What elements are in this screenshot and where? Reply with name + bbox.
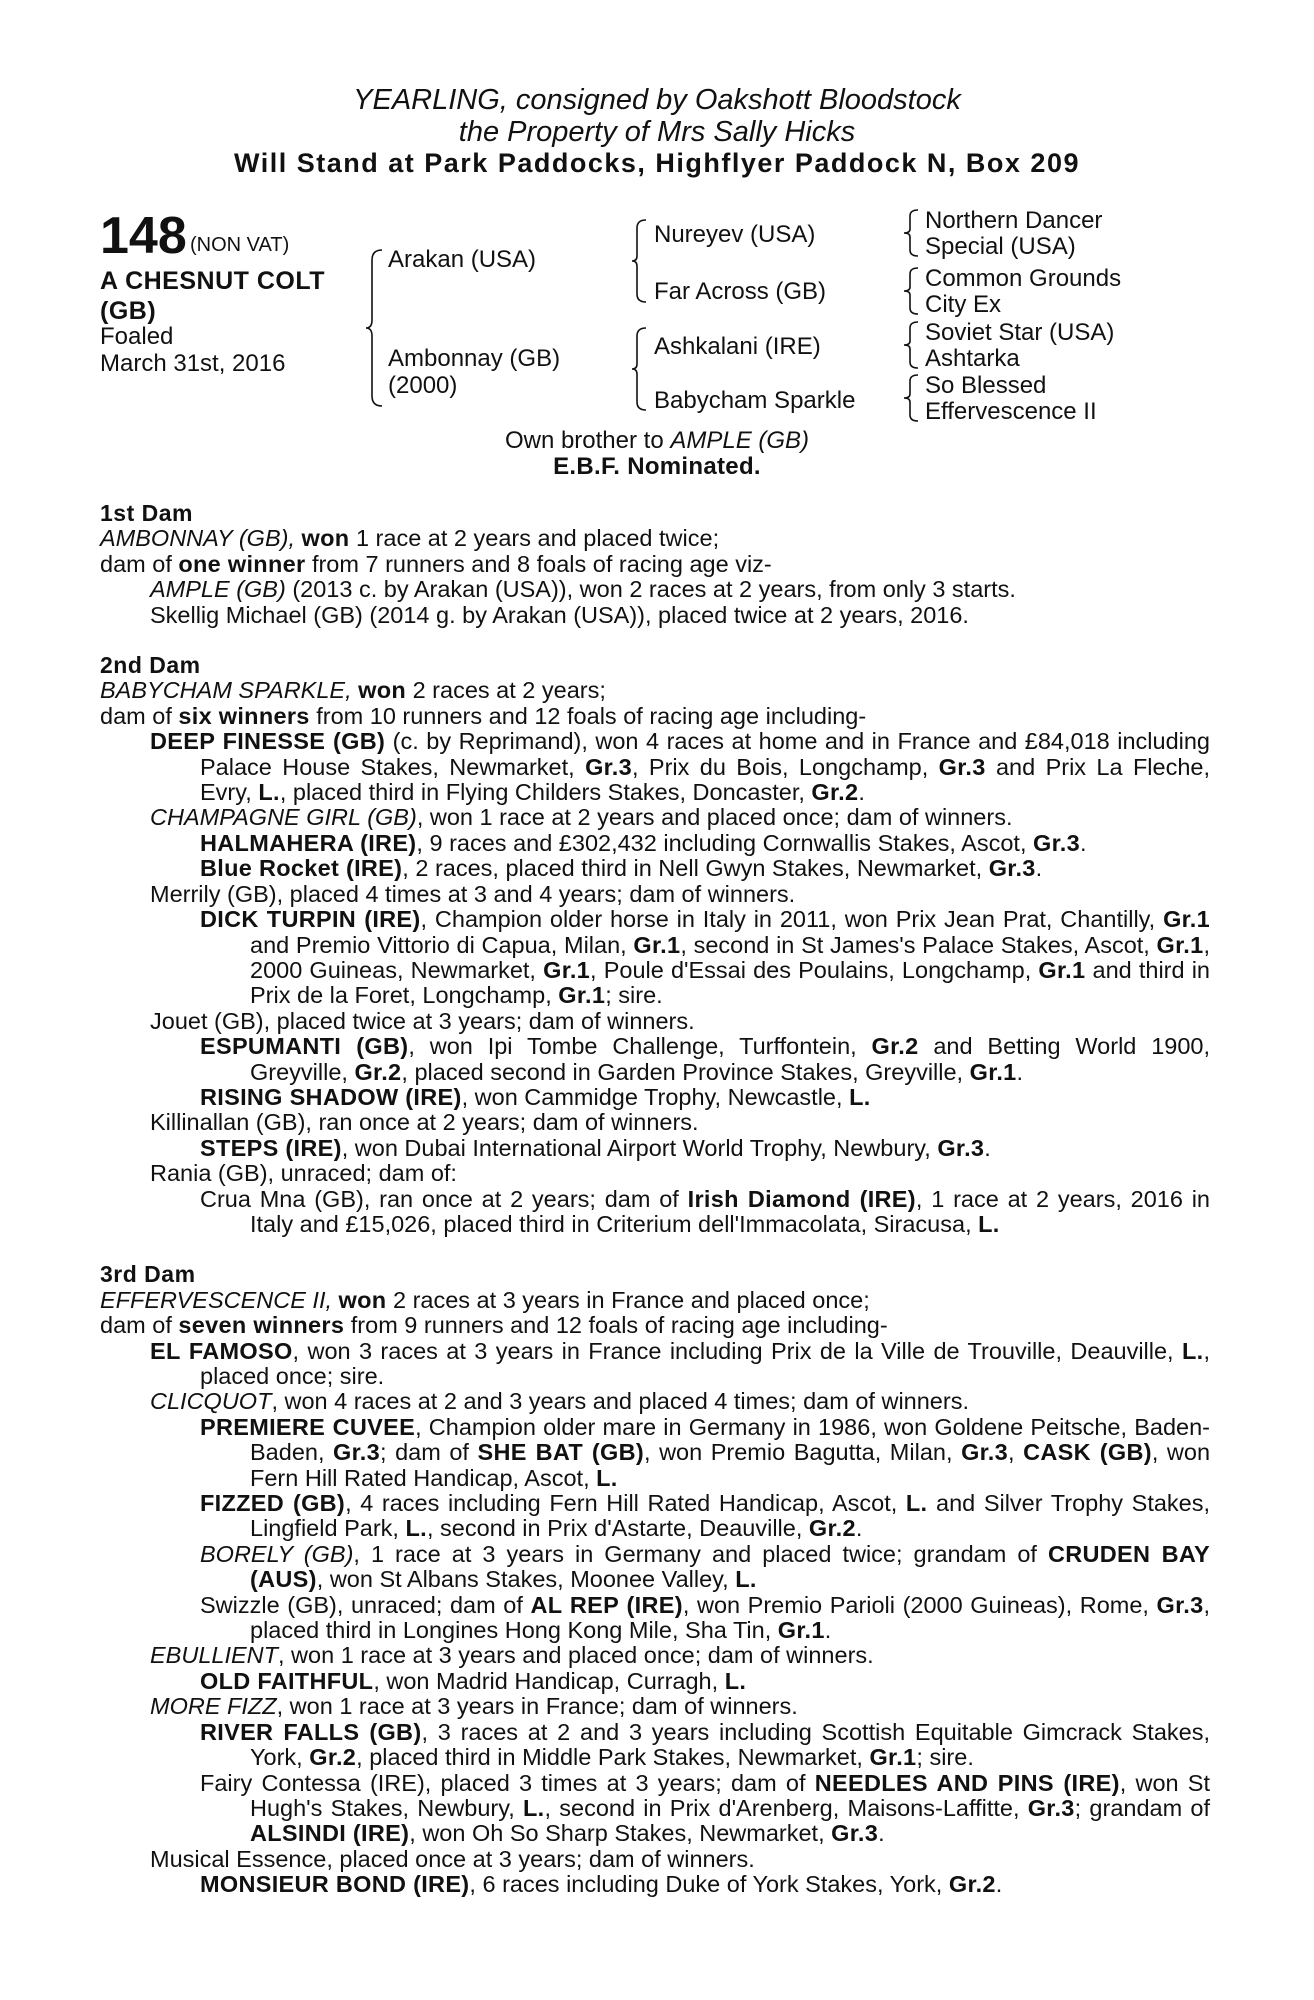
offspring-ample: AMPLE (GB) (2013 c. by Arakan (USA)), won 2 races at 2 years, from only 3 starts. xyxy=(150,576,1016,603)
first-dam-line1: AMBONNAY (GB), won 1 race at 2 years and placed twice; xyxy=(100,525,720,552)
second-dam-line2: dam of six winners from 10 runners and 12 foals of racing age including- xyxy=(100,702,867,729)
sire-dam-brace xyxy=(364,248,386,408)
great-granddam-4: Effervescence II xyxy=(925,398,1097,425)
location-line: Will Stand at Park Paddocks, Highflyer Paddock N, Box 209 xyxy=(234,148,1080,178)
sire-name: Arakan (USA) xyxy=(388,246,537,273)
offspring-clicquot: CLICQUOT, won 4 races at 2 and 3 years and placed 4 times; dam of winners. xyxy=(150,1388,969,1415)
offspring-crua-mna: Crua Mna (GB), ran once at 2 years; dam of Irish Diamond (IRE), 1 race at 2 years, 2016 in Italy and £15,026, placed third in Criterium dell'Immacolata, Siracusa, L. xyxy=(200,1185,1211,1237)
offspring-old-faithful: OLD FAITHFUL, won Madrid Handicap, Curragh, L. xyxy=(200,1667,747,1694)
dam-dam-name: Babycham Sparkle xyxy=(654,387,856,414)
dam-line-brace xyxy=(630,326,650,412)
ebf-nominated: E.B.F. Nominated. xyxy=(553,453,761,480)
offspring-rising-shadow: RISING SHADOW (IRE), won Cammidge Trophy, Newcastle, L. xyxy=(200,1083,871,1110)
great-grandsire-3: Soviet Star (USA) xyxy=(925,319,1115,346)
offspring-fizzed: FIZZED (GB), 4 races including Fern Hill Rated Handicap, Ascot, L. and Silver Trophy Stakes, Lingfield Park, L., second in Prix d'Astarte, Deauville, Gr.2. xyxy=(200,1490,1211,1542)
offspring-swizzle: Swizzle (GB), unraced; dam of AL REP (IRE), won Premio Parioli (2000 Guineas), Rome, Gr.3, placed third in Longines Hong Kong Mile, Sha Tin, Gr.1. xyxy=(200,1591,1211,1644)
offspring-musical-essence: Musical Essence, placed once at 3 years; dam of winners. xyxy=(150,1845,755,1872)
second-dam-line1: BABYCHAM SPARKLE, won 2 races at 2 years; xyxy=(100,677,606,704)
horse-description-line2: (GB) xyxy=(100,297,157,325)
dam-name: Ambonnay (GB) xyxy=(388,345,561,372)
offspring-rania: Rania (GB), unraced; dam of: xyxy=(150,1160,457,1187)
horse-description-line1: A CHESNUT COLT xyxy=(100,267,326,295)
offspring-river-falls: RIVER FALLS (GB), 3 races at 2 and 3 years including Scottish Equitable Gimcrack Stakes, York, Gr.2, placed third in Middle Park Stakes, Newmarket, Gr.1; sire. xyxy=(200,1718,1211,1771)
ss-brace xyxy=(902,208,922,258)
offspring-champagne-girl: CHAMPAGNE GIRL (GB), won 1 race at 2 years and placed once; dam of winners. xyxy=(150,804,1013,831)
offspring-blue-rocket: Blue Rocket (IRE), 2 races, placed third in Nell Gwyn Stakes, Newmarket, Gr.3. xyxy=(200,855,1043,882)
offspring-killinallan: Killinallan (GB), ran once at 2 years; dam of winners. xyxy=(150,1109,699,1136)
offspring-el-famoso: EL FAMOSO, won 3 races at 3 years in France including Prix de la Ville de Trouville, Deauville, L., placed once; sire. xyxy=(150,1337,1211,1389)
dd-brace xyxy=(902,373,922,423)
vat-status: (NON VAT) xyxy=(190,234,290,256)
offspring-fairy-contessa: Fairy Contessa (IRE), placed 3 times at 3 years; dam of NEEDLES AND PINS (IRE), won St Hugh's Stakes, Newbury, L., second in Prix d'Arenberg, Maisons-Laffitte, Gr.3; grandam of ALSINDI (IRE), won Oh So Sharp Stakes, Newmarket, Gr.3. xyxy=(200,1769,1211,1847)
offspring-more-fizz: MORE FIZZ, won 1 race at 3 years in France; dam of winners. xyxy=(150,1693,798,1720)
offspring-halmahera: HALMAHERA (IRE), 9 races and £302,432 including Cornwallis Stakes, Ascot, Gr.3. xyxy=(200,829,1087,856)
offspring-monsieur-bond: MONSIEUR BOND (IRE), 6 races including Duke of York Stakes, York, Gr.2. xyxy=(200,1871,1003,1898)
great-granddam-3: Ashtarka xyxy=(925,345,1020,372)
offspring-borely: BORELY (GB), 1 race at 3 years in Germany and placed twice; grandam of CRUDEN BAY (AUS), won St Albans Stakes, Moonee Valley, L. xyxy=(200,1540,1210,1593)
sire-dam-name: Far Across (GB) xyxy=(654,278,827,305)
third-dam-line1: EFFERVESCENCE II, won 2 races at 3 years in France and placed once; xyxy=(100,1286,870,1313)
horse-description xyxy=(100,266,325,326)
first-dam-line2: dam of one winner from 7 runners and 8 foals of racing age viz- xyxy=(100,550,772,577)
sire-sire-name: Nureyev (USA) xyxy=(654,221,816,248)
sd-brace xyxy=(902,266,922,316)
foaled-date: March 31st, 2016 xyxy=(100,350,286,377)
offspring-jouet: Jouet (GB), placed twice at 3 years; dam of winners. xyxy=(150,1007,695,1034)
consignor-line: YEARLING, consigned by Oakshott Bloodstock xyxy=(353,84,961,116)
own-brother-note: Own brother to AMPLE (GB) xyxy=(504,427,810,454)
ds-brace xyxy=(902,320,922,370)
offspring-espumanti: ESPUMANTI (GB), won Ipi Tombe Challenge, Turffontein, Gr.2 and Betting World 1900, Greyville, Gr.2, placed second in Garden Province Stakes, Greyville, Gr.1. xyxy=(200,1033,1211,1085)
dam-year: (2000) xyxy=(388,372,458,399)
third-dam-title: 3rd Dam xyxy=(100,1261,196,1288)
first-dam-title: 1st Dam xyxy=(100,500,193,526)
dam-sire-name: Ashkalani (IRE) xyxy=(654,333,821,360)
great-grandsire-1: Northern Dancer xyxy=(925,207,1103,234)
offspring-dick-turpin: DICK TURPIN (IRE), Champion older horse in Italy in 2011, won Prix Jean Prat, Chantilly, Gr.1 and Premio Vittorio di Capua, Milan, Gr.1, second in St James's Palace Stakes, Ascot, Gr.1, 2000 Guineas, Newmarket, Gr.1, Poule d'Essai des Poulains, Longchamp, Gr.1 and third in Prix de la Foret, Longchamp, Gr.1; sire. xyxy=(200,906,1211,1009)
foaled-label: Foaled xyxy=(100,323,174,350)
offspring-ebullient: EBULLIENT, won 1 race at 3 years and placed once; dam of winners. xyxy=(150,1642,874,1669)
offspring-skellig: Skellig Michael (GB) (2014 g. by Arakan (USA)), placed twice at 2 years, 2016. xyxy=(150,601,969,628)
great-grandsire-2: Common Grounds xyxy=(925,265,1122,292)
offspring-steps: STEPS (IRE), won Dubai International Airport World Trophy, Newbury, Gr.3. xyxy=(200,1134,991,1161)
great-granddam-2: City Ex xyxy=(925,291,1002,318)
great-grandsire-4: So Blessed xyxy=(925,372,1047,399)
lot-number: 148 xyxy=(100,207,187,265)
third-dam-line2: dam of seven winners from 9 runners and 12 foals of racing age including- xyxy=(100,1312,888,1339)
offspring-merrily: Merrily (GB), placed 4 times at 3 and 4 years; dam of winners. xyxy=(150,880,796,907)
dam-lines xyxy=(100,501,1210,1898)
great-granddam-1: Special (USA) xyxy=(925,233,1076,260)
offspring-deep-finesse: DEEP FINESSE (GB) (c. by Reprimand), won 4 races at home and in France and £84,018 including Palace House Stakes, Newmarket, Gr.3, Prix du Bois, Longchamp, Gr.3 and Prix La Fleche, Evry, L., placed third in Flying Childers Stakes, Doncaster, Gr.2. xyxy=(150,728,1211,806)
second-dam-title: 2nd Dam xyxy=(100,652,201,679)
property-line: the Property of Mrs Sally Hicks xyxy=(458,116,856,148)
offspring-premiere-cuvee: PREMIERE CUVEE, Champion older mare in Germany in 1986, won Goldene Peitsche, Baden-Baden, Gr.3; dam of SHE BAT (GB), won Premio Bagutta, Milan, Gr.3, CASK (GB), won Fern Hill Rated Handicap, Ascot, L. xyxy=(200,1413,1211,1491)
sire-line-brace xyxy=(630,218,650,304)
